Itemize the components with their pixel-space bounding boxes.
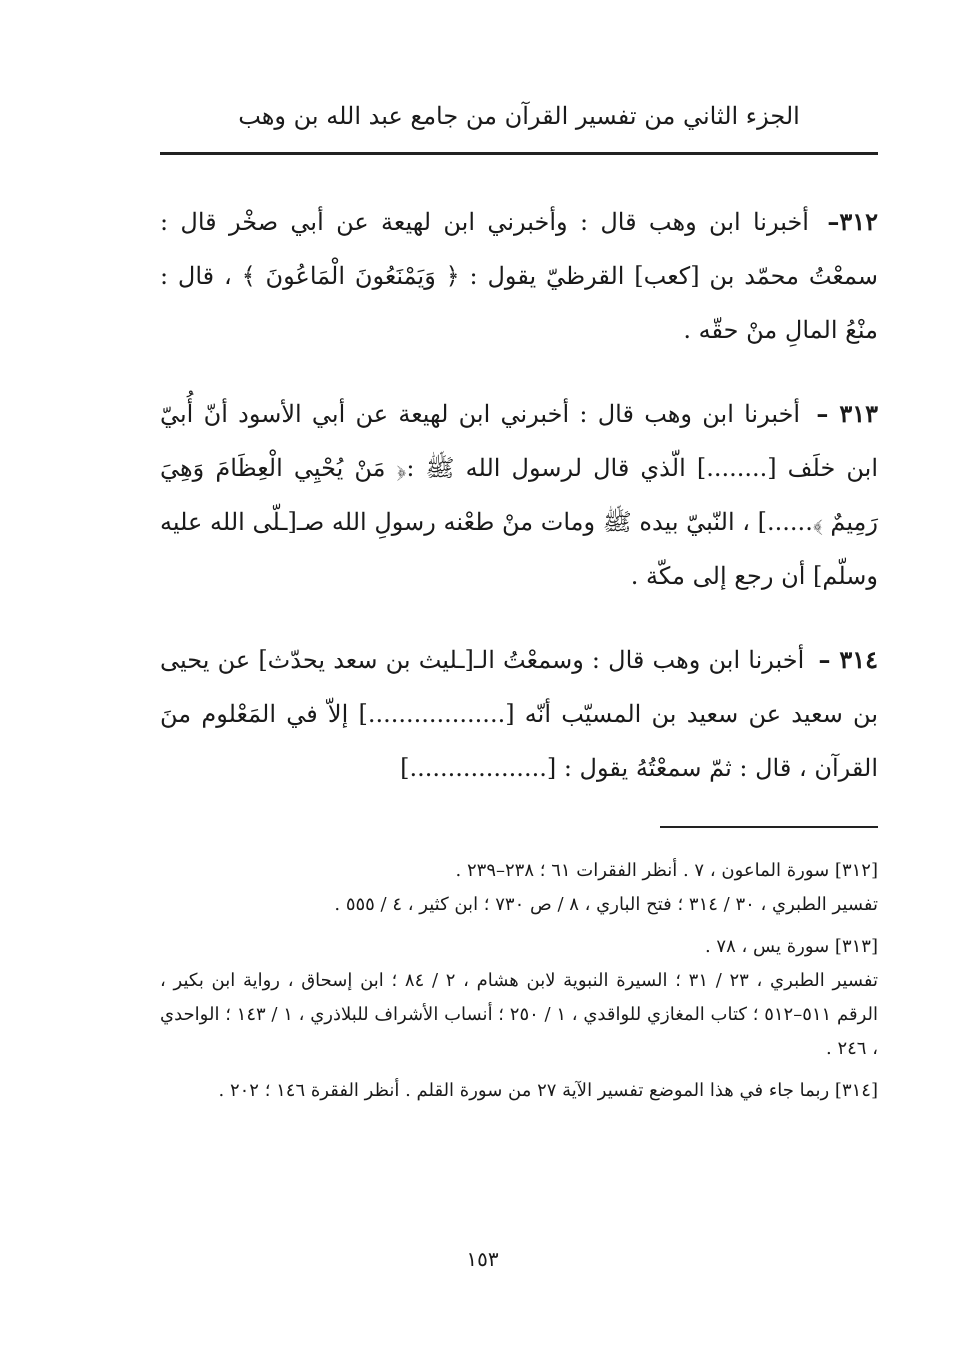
running-header: الجزء الثاني من تفسير القرآن من جامع عبد الله بن وهب: [238, 102, 800, 130]
footnote-line: تفسير الطبري ، ٢٣ / ٣١ ؛ السيرة النبوية لابن هشام ، ٢ / ٨٤ ؛ ابن إسحاق ، رواية ابن بكير ، الرقم ٥١١–٥١٢ ؛ كتاب المغازي للواقدي ، ١ / ٢٥٠ ؛ أنساب الأشراف للبلاذري ، ١ / ١٤٣ ؛ الواحدي ، ٢٤٦ .: [160, 970, 879, 1059]
body-text: [160, 195, 878, 825]
paragraph-313: [160, 387, 878, 603]
header-rule: [160, 152, 878, 155]
paragraph-text: أخبرنا ابن وهب قال : أخبرني ابن لهيعة عن أبي الأسود أنّ أُبيّ ابن خلَف [........] الّذي قال لرسول الله ﷺ :﴿ مَنْ يُحْيِي الْعِظَامَ وَهِيَ رَمِيمٌ ﴾......] ، النّبيّ بيده ﷺ ومات منْ طعْنه رسولِ الله صـ[ـلّى الله عليه وسلّم] أن رجع إلى مكّة .: [160, 400, 878, 590]
footnote-314: [160, 1074, 878, 1108]
footnote-line: تفسير الطبري ، ٣٠ / ٣١٤ ؛ فتح الباري ، ٨ / ص ٧٣٠ ؛ ابن كثير ، ٤ / ٥٥٥ .: [334, 894, 878, 915]
paragraph-number: ٣١٣ –: [816, 399, 878, 428]
footnotes: [160, 854, 878, 1116]
footnote-line: [٣١٤] ربما جاء في هذا الموضع تفسير الآية ٢٧ من سورة القلم . أنظر الفقرة ١٤٦ ؛ ٢٠٢ .: [218, 1080, 878, 1101]
paragraph-number: ٣١٤ –: [818, 645, 878, 674]
footnote-line: [٣١٣] سورة يس ، ٧٨ .: [704, 936, 878, 957]
page-number: ١٥٣: [466, 1247, 499, 1271]
footnote-313: [160, 930, 878, 1066]
paragraph-312: [160, 195, 878, 357]
paragraph-text: أخبرنا ابن وهب قال : وأخبرني ابن لهيعة عن أبي صخْر قال : سمعْتُ محمّد بن [كعب] القرظيّ يقول : ﴿ وَيَمْنَعُونَ الْمَاعُونَ ﴾ ، قال : منْعُ المالِ منْ حقّه .: [160, 208, 878, 344]
footnote-line: [٣١٢] سورة الماعون ، ٧ . أنظر الفقرات ٦١ ؛ ٢٣٨–٢٣٩ .: [455, 860, 878, 881]
footnote-312: [160, 854, 878, 922]
paragraph-text: أخبرنا ابن وهب قال : وسمعْتُ الـ[ـليث بن سعد يحدّث] عن يحيى بن سعيد عن سعيد بن المسيّب أنّه [..................] إلاّ في المَعْلوم منَ القرآن ، قال : ثمّ سمعْتُهُ يقول : [..................]: [160, 646, 878, 782]
paragraph-314: [160, 633, 878, 795]
paragraph-number: ٣١٢–: [827, 207, 878, 236]
footnote-rule: [660, 826, 878, 828]
